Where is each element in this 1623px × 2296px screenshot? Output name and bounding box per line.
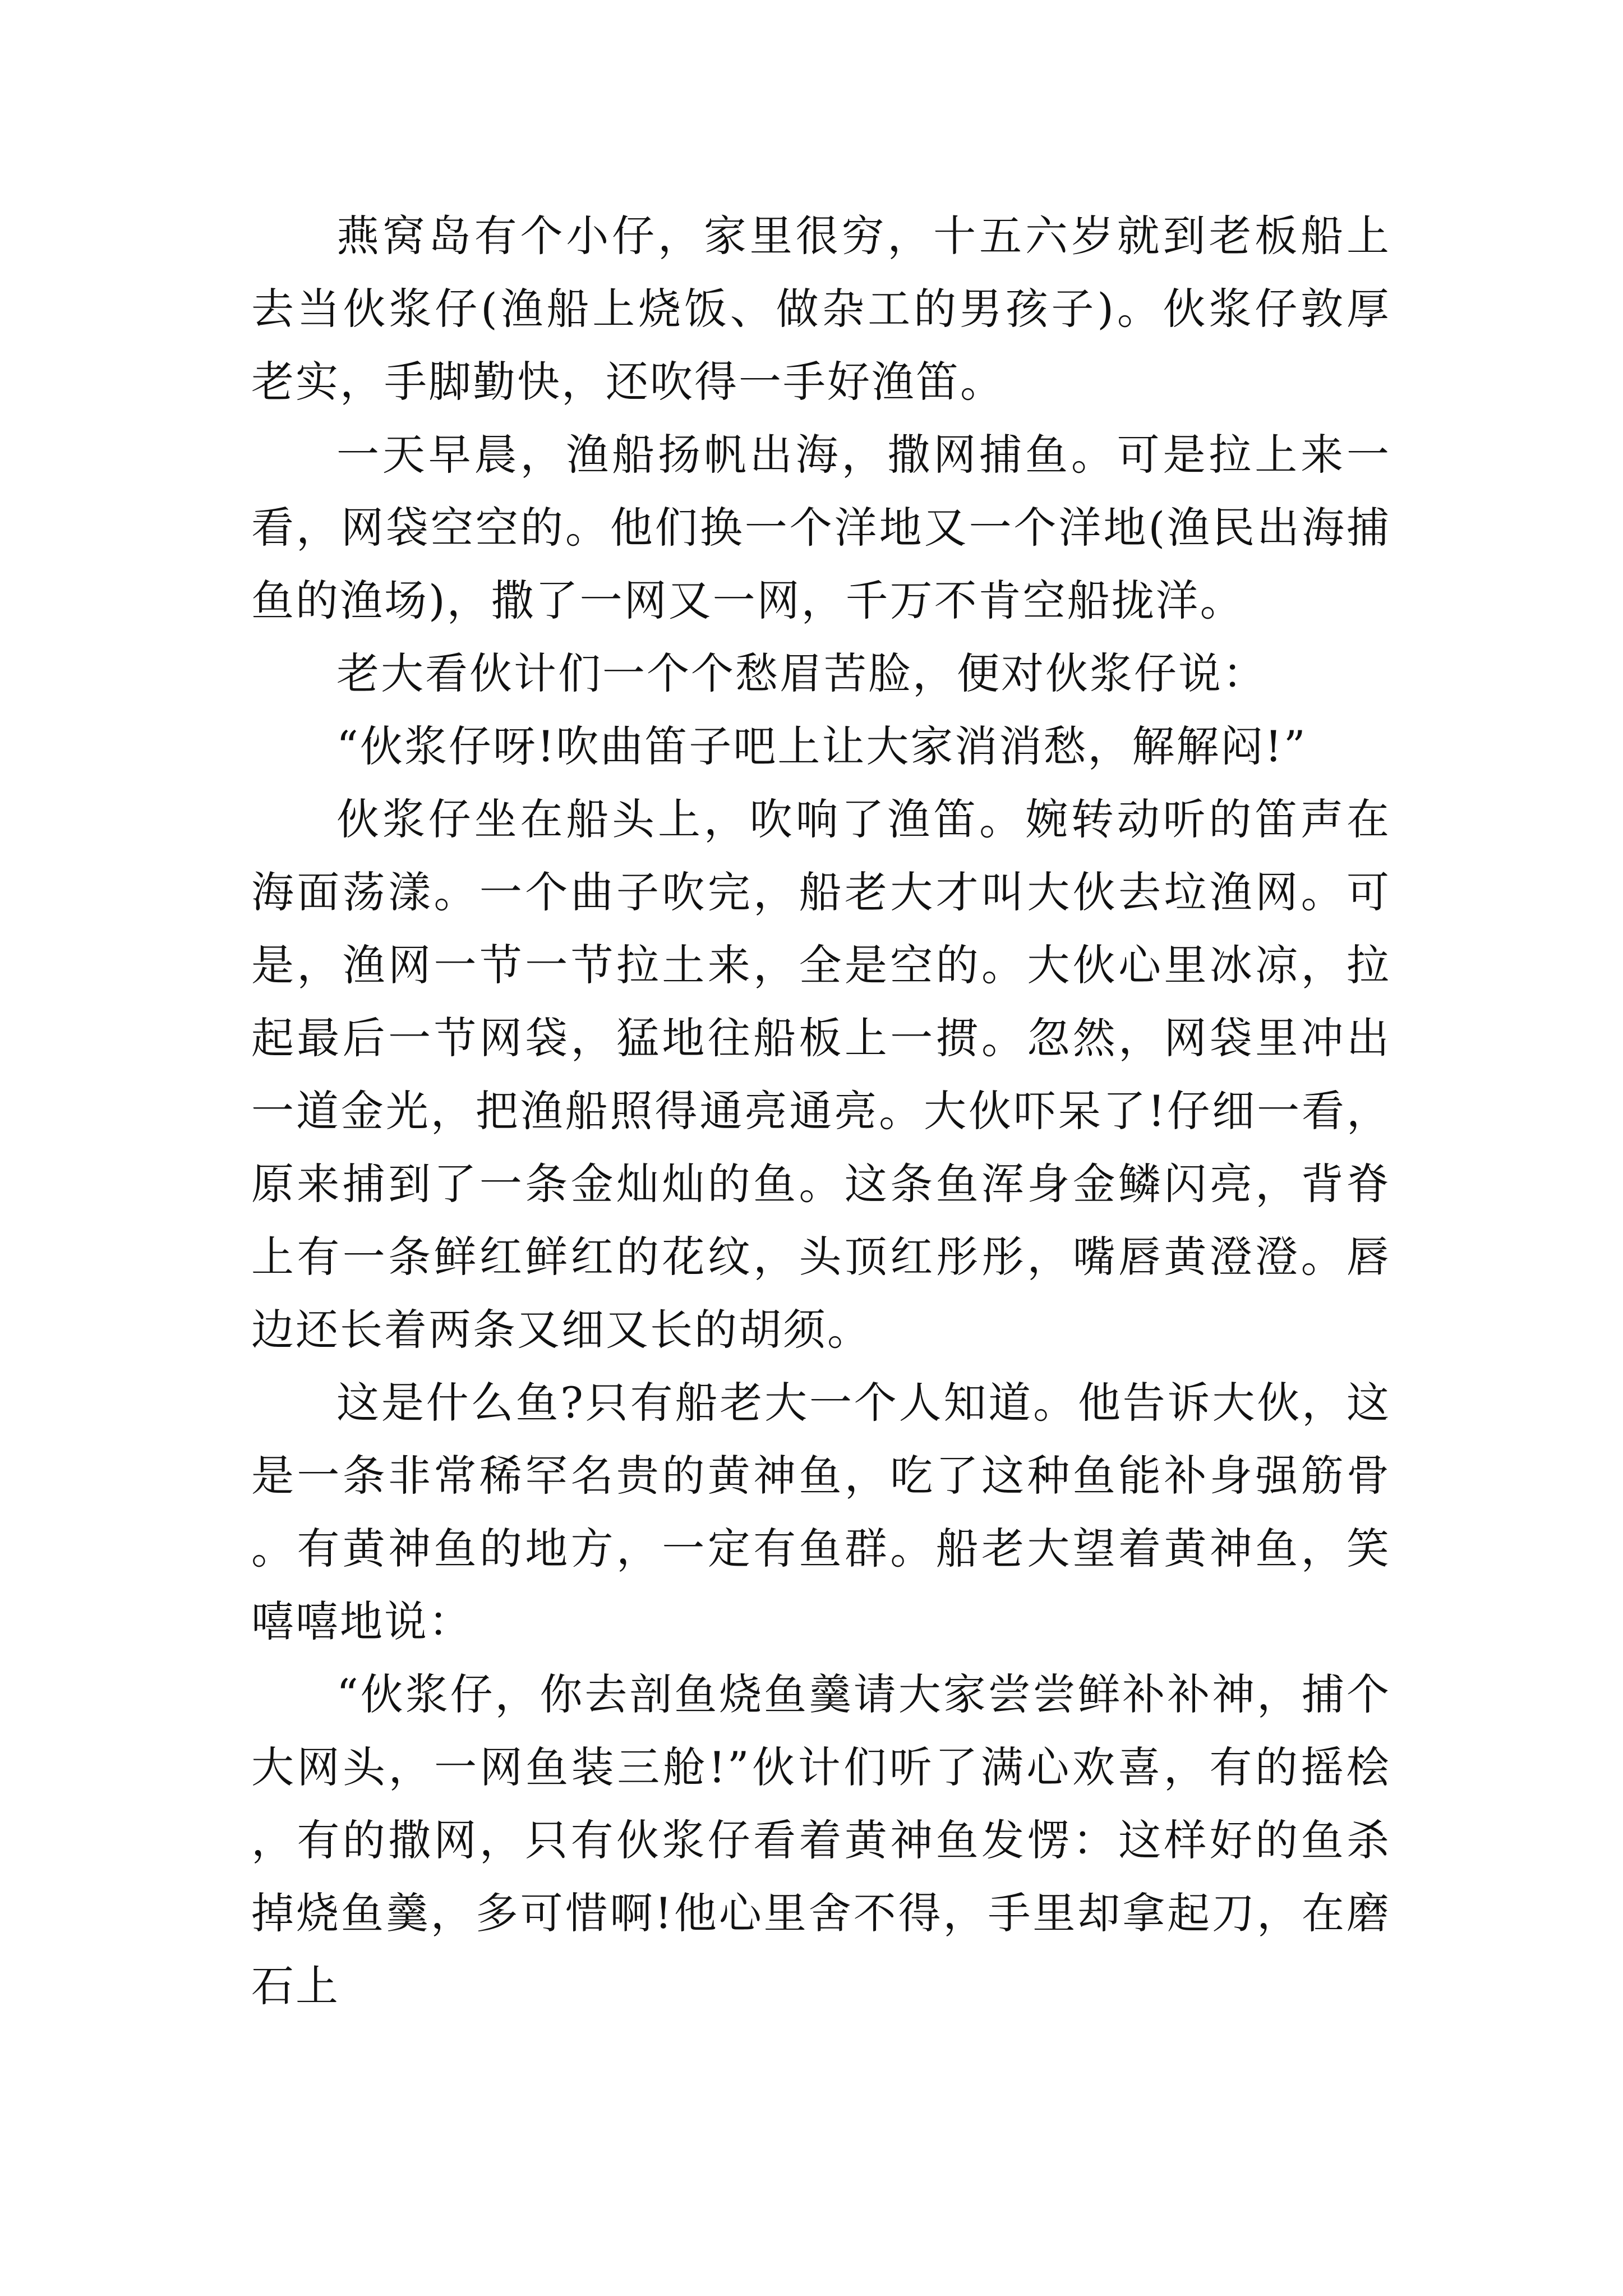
paragraph: 这是什么鱼?只有船老大一个人知道。他告诉大伙，这是一条非常稀罕名贵的黄神鱼，吃了这种鱼能补身强筋骨。有黄神鱼的地方，一定有鱼群。船老大望着黄神鱼，笑嘻嘻地说： (251, 1378, 1391, 1646)
paragraph: 老大看伙计们一个个愁眉苦脸，便对伙浆仔说： (336, 648, 1267, 698)
quote-paragraph: “伙浆仔，你去剖鱼烧鱼羹请大家尝尝鲜补补神，捕个大网头，一网鱼装三舱!”伙计们听了满心欢喜，有的摇桧，有的撒网，只有伙浆仔看着黄神鱼发愣：这样好的鱼杀掉烧鱼羹，多可惜啊!他心里舍不得，手里却拿起刀，在磨石上 (251, 1669, 1391, 2011)
quote-paragraph: “伙浆仔呀!吹曲笛子吧上让大家消消愁，解解闷!” (336, 721, 1307, 771)
paragraph: 燕窝岛有个小仔，家里很穷，十五六岁就到老板船上去当伙浆仔(渔船上烧饭、做杂工的男孩子)。伙浆仔敦厚老实，手脚勤快，还吹得一手好渔笛。 (251, 211, 1391, 407)
paragraph: 伙浆仔坐在船头上，吹响了渔笛。婉转动听的笛声在海面荡漾。一个曲子吹完，船老大才叫大伙去垃渔网。可是，渔网一节一节拉土来，全是空的。大伙心里冰凉，拉起最后一节网袋，猛地往船板上一掼。忽然，网袋里冲出一道金光，把渔船照得通亮通亮。大伙吓呆了!仔细一看，原来捕到了一条金灿灿的鱼。这条鱼浑身金鳞闪亮，背脊上有一条鲜红鲜红的花纹，头顶红彤彤，嘴唇黄澄澄。唇边还长着两条又细又长的胡须。 (251, 794, 1391, 1355)
paragraph: 一天早晨，渔船扬帆出海，撒网捕鱼。可是拉上来一看，网袋空空的。他们换一个洋地又一个洋地(渔民出海捕鱼的渔场)，撒了一网又一网，千万不肯空船拢洋。 (251, 430, 1391, 625)
story-text (251, 200, 1391, 2023)
